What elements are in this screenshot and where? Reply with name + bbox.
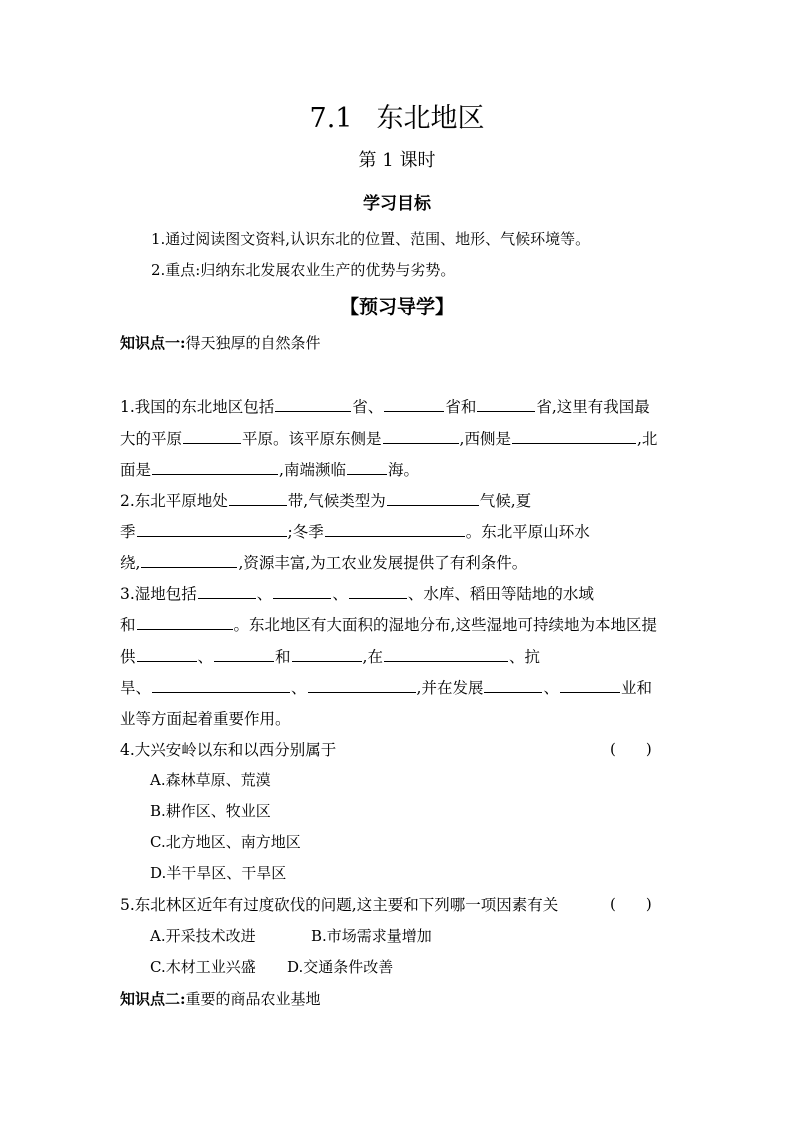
q2-text: 绕, [120, 554, 141, 572]
goals-heading: 学习目标 [363, 194, 431, 214]
answer-blank[interactable] [152, 459, 278, 475]
q3-line-3 [120, 645, 540, 667]
q2-line-2 [120, 520, 590, 542]
q5-stem: 5.东北林区近年有过度砍伐的问题,这主要和下列哪一项因素有关 [120, 896, 559, 914]
q1-line-3 [120, 458, 419, 480]
answer-blank[interactable] [137, 614, 233, 630]
page-title [0, 96, 794, 135]
q5-option-a[interactable]: A.开采技术改进 [150, 927, 256, 945]
title-number: 7.1 [309, 103, 353, 134]
answer-blank[interactable] [141, 552, 237, 568]
q4-option-d[interactable]: D.半干旱区、干旱区 [150, 864, 287, 882]
q3-text: 业等方面起着重要作用。 [120, 710, 291, 728]
q3-text: 、 [543, 679, 559, 697]
q3-line-2 [120, 613, 657, 635]
q1-text: 省、 [352, 398, 384, 416]
q3-text: 。东北地区有大面积的湿地分布,这些湿地可持续地为本地区提 [233, 616, 657, 634]
kp2-text: 重要的商品农业基地 [185, 990, 321, 1008]
q3-line-1 [120, 582, 594, 604]
q5-option-d[interactable]: D.交通条件改善 [287, 958, 394, 976]
answer-blank[interactable] [292, 646, 362, 662]
answer-blank[interactable] [198, 583, 256, 599]
answer-blank[interactable] [229, 490, 287, 506]
answer-blank[interactable] [308, 677, 416, 693]
q2-text: 带,气候类型为 [287, 492, 386, 510]
q3-text: 、 [256, 585, 273, 603]
q1-text: 1.我国的东北地区包括 [120, 398, 275, 416]
answer-blank[interactable] [183, 428, 241, 444]
answer-blank[interactable] [512, 428, 636, 444]
lesson-subtitle: 第 1 课时 [358, 150, 436, 171]
q2-text: 季 [120, 523, 136, 541]
q1-text: 平原。该平原东侧是 [242, 430, 382, 448]
q3-text: ,在 [362, 648, 383, 666]
q1-text: 省和 [445, 398, 477, 416]
q2-line-3 [120, 551, 527, 573]
q1-text: ,南端濒临 [279, 461, 346, 479]
q2-text: 。东北平原山环水 [465, 523, 590, 541]
answer-blank[interactable] [214, 646, 274, 662]
q4-option-c[interactable]: C.北方地区、南方地区 [150, 833, 301, 851]
q1-line-1 [120, 395, 650, 417]
q1-text: 海。 [387, 461, 419, 479]
answer-blank[interactable] [275, 396, 351, 412]
answer-blank[interactable] [383, 428, 459, 444]
q2-text: ,资源丰富,为工农业发展提供了有利条件。 [238, 554, 528, 572]
answer-blank[interactable] [152, 677, 290, 693]
title-text: 东北地区 [376, 103, 485, 134]
q3-text: 、 [291, 679, 307, 697]
answer-blank[interactable] [384, 646, 508, 662]
goal-item-1: 1.通过阅读图文资料,认识东北的位置、范围、地形、气候环境等。 [151, 230, 591, 248]
q4-option-b[interactable]: B.耕作区、牧业区 [150, 802, 271, 820]
answer-blank[interactable] [273, 583, 331, 599]
kp1-label: 知识点一: [120, 334, 186, 352]
knowledge-point-2 [120, 988, 321, 1009]
q3-text: 、抗 [508, 648, 540, 666]
q3-line-4 [120, 676, 652, 698]
q1-text: 省,这里有我国最 [536, 398, 650, 416]
q3-text: 、水库、稻田等陆地的水域 [407, 585, 594, 603]
goal-item-2: 2.重点:归纳东北发展农业生产的优势与劣势。 [151, 261, 456, 279]
q3-text: 供 [120, 648, 136, 666]
q2-text: 2.东北平原地处 [120, 492, 228, 510]
kp1-text: 得天独厚的自然条件 [185, 334, 321, 352]
q3-text: 和 [275, 648, 291, 666]
q3-text: 旱、 [120, 679, 152, 697]
q3-text: 3.湿地包括 [120, 585, 197, 603]
q2-text: 气候,夏 [479, 492, 532, 510]
q5-option-c[interactable]: C.木材工业兴盛 [150, 958, 256, 976]
q5-answer-paren[interactable]: ( ) [610, 895, 652, 913]
q3-text: 和 [120, 616, 136, 634]
section-heading: 【预习导学】 [339, 296, 454, 318]
q1-text: ,西侧是 [459, 430, 511, 448]
kp2-label: 知识点二: [120, 990, 186, 1008]
q1-line-2 [120, 427, 657, 449]
q1-text: 大的平原 [120, 430, 183, 448]
answer-blank[interactable] [325, 521, 465, 537]
answer-blank[interactable] [477, 396, 535, 412]
q1-text: ,北 [636, 430, 658, 448]
q2-line-1 [120, 489, 531, 511]
answer-blank[interactable] [347, 459, 387, 475]
answer-blank[interactable] [484, 677, 542, 693]
answer-blank[interactable] [137, 521, 287, 537]
knowledge-point-1 [120, 332, 321, 353]
q4-stem: 4.大兴安岭以东和以西分别属于 [120, 741, 337, 759]
answer-blank[interactable] [384, 396, 444, 412]
q3-text: ,并在发展 [416, 679, 484, 697]
answer-blank[interactable] [387, 490, 479, 506]
q3-text: 、 [332, 585, 348, 603]
q3-text: 业和 [620, 679, 652, 697]
q5-option-b[interactable]: B.市场需求量增加 [311, 927, 432, 945]
q3-text: 、 [197, 648, 214, 666]
q1-text: 面是 [120, 461, 152, 479]
answer-blank[interactable] [349, 583, 407, 599]
q2-text: ;冬季 [287, 523, 324, 541]
q4-answer-paren[interactable]: ( ) [610, 740, 652, 758]
q3-line-5 [120, 707, 291, 729]
answer-blank[interactable] [137, 646, 197, 662]
answer-blank[interactable] [560, 677, 620, 693]
q4-option-a[interactable]: A.森林草原、荒漠 [150, 771, 271, 789]
